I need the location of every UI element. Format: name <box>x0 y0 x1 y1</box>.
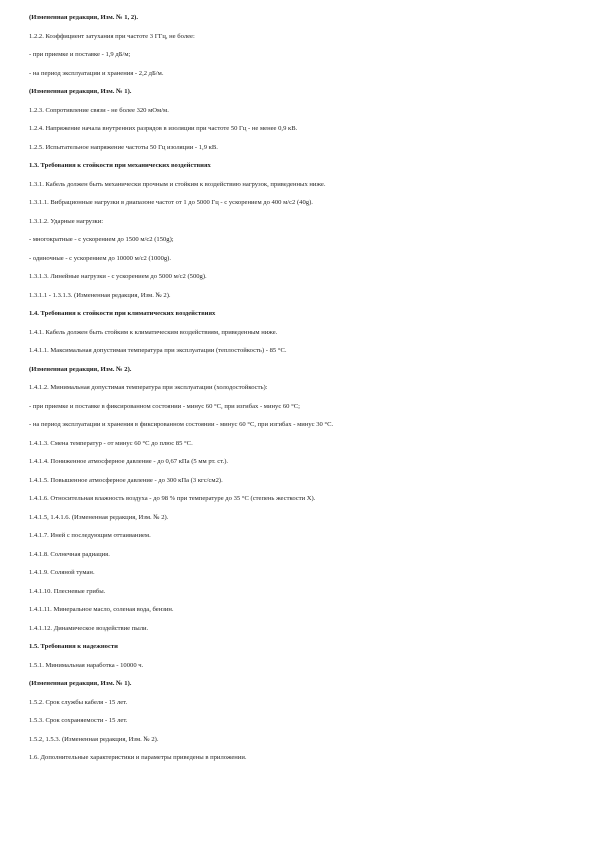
paragraph-line: 1.5.1. Минимальная наработка - 10000 ч. <box>29 661 144 669</box>
paragraph-line: 1.5.3. Срок сохраняемости - 15 лет. <box>29 717 128 724</box>
section-heading: 1.5. Требования к надежности <box>29 643 118 650</box>
paragraph-line: 1.4.1. Кабель должен быть стойким к климатическим воздействиям, приведенным ниже. <box>29 328 278 336</box>
paragraph-line: 1.4.1.5, 1.4.1.6. (Измененная редакция, Изм. № 2). <box>29 513 169 521</box>
paragraph-line: 1.2.5. Испытательное напряжение частоты 50 Гц изоляции - 1,9 кВ. <box>29 143 218 151</box>
paragraph-line: 1.4.1.10. Плесневые грибы. <box>29 587 106 595</box>
paragraph-line: 1.2.2. Коэффициент затухания при частоте 3 ГГц, не более: <box>29 32 195 40</box>
paragraph-line: 1.3.1.2. Ударные нагрузки: <box>29 217 104 225</box>
paragraph-line: - на период эксплуатации и хранения в фиксированном состоянии - минус 60 °С, при изгибах - минус 30 °С. <box>29 421 334 428</box>
paragraph-line: 1.4.1.7. Иней с последующим оттаиванием. <box>29 532 151 539</box>
paragraph-line: 1.4.1.5. Повышенное атмосферное давление - до 300 кПа (3 кгс/см2). <box>29 476 223 484</box>
paragraph-line: 1.5.2. Срок службы кабеля - 15 лет. <box>29 698 128 706</box>
paragraph-line: 1.4.1.11. Минеральное масло, соленая вода, бензин. <box>29 606 174 613</box>
paragraph-line: - многократные - с ускорением до 1500 м/с2 (150g); <box>29 236 174 243</box>
paragraph-line: - при приемке и поставке - 1,9 дБ/м; <box>29 51 131 58</box>
paragraph-line: 1.2.4. Напряжение начала внутренних разрядов в изоляции при частоте 50 Гц - не менее 0,9 кВ. <box>29 125 298 132</box>
section-heading: (Измененная редакция, Изм. № 2). <box>29 365 132 373</box>
paragraph-line: 1.5.2, 1.5.3. (Измененная редакция, Изм. № 2). <box>29 735 159 743</box>
paragraph-line: - на период эксплуатации и хранения - 2,2 дБ/м. <box>29 69 164 77</box>
paragraph-line: 1.4.1.12. Динамическое воздействие пыли. <box>29 624 149 632</box>
paragraph-line: 1.3.1.1 - 1.3.1.3. (Измененная редакция, Изм. № 2). <box>29 291 171 299</box>
paragraph-line: 1.4.1.1. Максимальная допустимая температура при эксплуатации (теплостойкость) - 85 °С. <box>29 347 287 354</box>
paragraph-line: 1.4.1.9. Соляной туман. <box>29 569 95 576</box>
paragraph-line: 1.4.1.3. Смена температур - от минус 60 °С до плюс 85 °С. <box>29 439 193 447</box>
paragraph-line: 1.2.3. Сопротивление связи - не более 320 мОм/м. <box>29 106 169 114</box>
paragraph-line: 1.3.1.1. Вибрационные нагрузки в диапазоне частот от 1 до 5000 Гц - с ускорением до 400 м/с2 (40g). <box>29 199 313 206</box>
section-heading: (Измененная редакция, Изм. № 1). <box>29 680 132 687</box>
paragraph-line: 1.4.1.8. Солнечная радиация. <box>29 550 110 558</box>
paragraph-line: - при приемке и поставке в фиксированном состоянии - минус 60 °С, при изгибах - минус 60 °С; <box>29 402 300 410</box>
document-page <box>29 13 569 772</box>
paragraph-line: 1.3.1. Кабель должен быть механически прочным и стойким к воздействию нагрузок, приведенных ниже. <box>29 180 326 188</box>
section-heading: (Измененная редакция, Изм. № 1, 2). <box>29 14 139 21</box>
section-heading: 1.3. Требования к стойкости при механических воздействиях <box>29 162 211 169</box>
paragraph-line: 1.3.1.3. Линейные нагрузки - с ускорением до 5000 м/с2 (500g). <box>29 273 207 280</box>
paragraph-line: 1.4.1.6. Относительная влажность воздуха - до 98 % при температуре до 35 °С (степень жесткости X). <box>29 495 316 502</box>
paragraph-line: 1.4.1.2. Минимальная допустимая температура при эксплуатации (холодостойкость): <box>29 384 268 391</box>
section-heading: 1.4. Требования к стойкости при климатических воздействиях <box>29 310 216 317</box>
paragraph-line: - одиночные - с ускорением до 10000 м/с2 (1000g). <box>29 254 172 262</box>
paragraph-line: 1.6. Дополнительные характеристики и параметры приведены в приложении. <box>29 754 247 761</box>
section-heading: (Измененная редакция, Изм. № 1). <box>29 88 132 95</box>
paragraph-line: 1.4.1.4. Пониженное атмосферное давление - до 0,67 кПа (5 мм рт. ст.). <box>29 458 229 465</box>
